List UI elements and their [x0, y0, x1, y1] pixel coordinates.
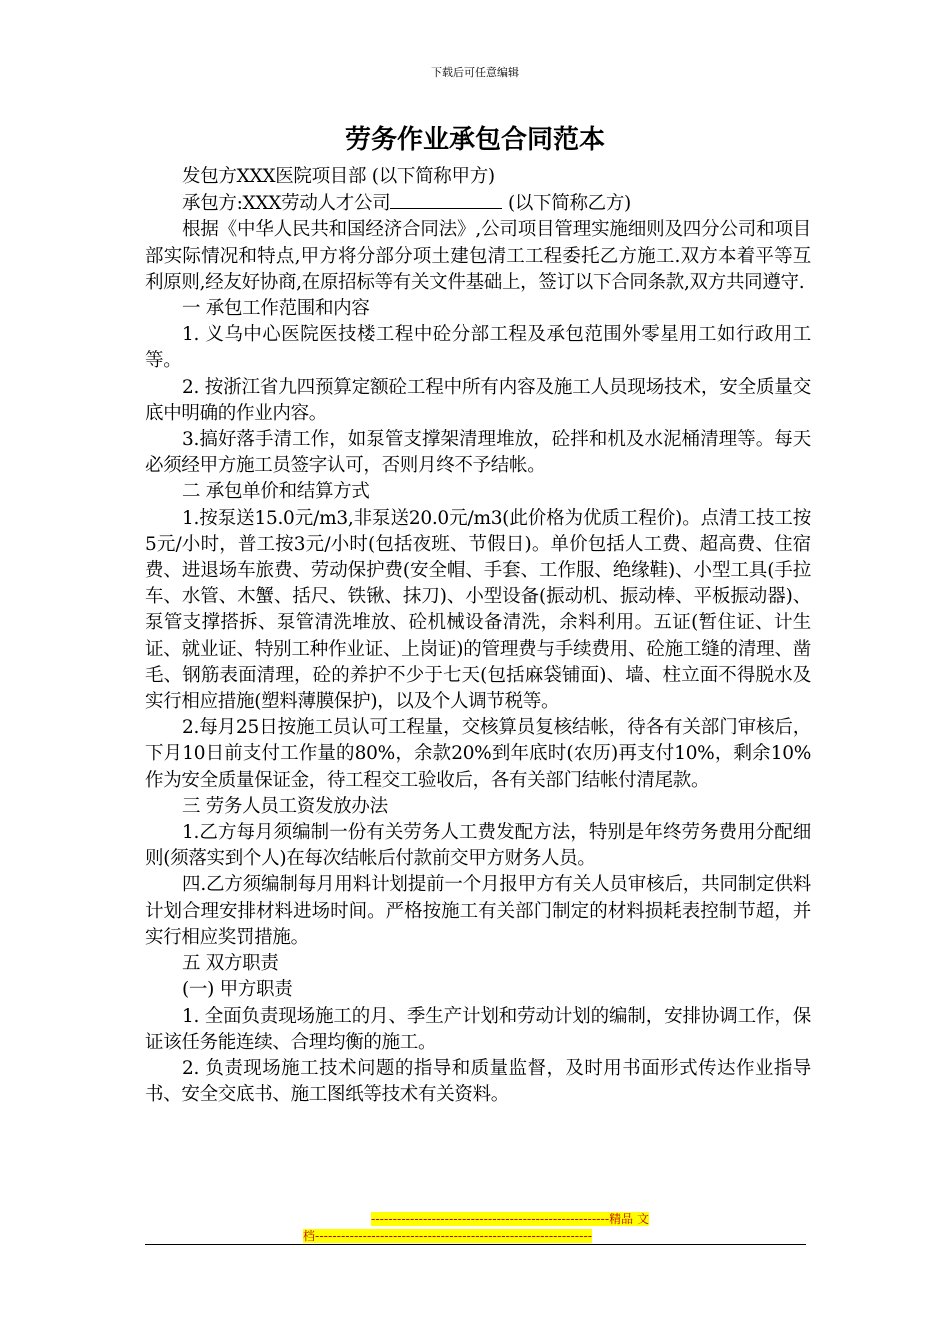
- document-title: 劳务作业承包合同范本: [344, 125, 605, 155]
- section-heading-3: 三 劳务人员工资发放办法: [182, 795, 388, 817]
- footer-line-2-text: 档----------------------------------------------------------------: [303, 1229, 593, 1243]
- section-heading-2: 二 承包单价和结算方式: [182, 481, 370, 503]
- clause-5-1: 1. 全面负责现场施工的月、季生产计划和劳动计划的编制，安排协调工作，保证该任务能连续、合理均衡的施工。: [145, 1005, 811, 1053]
- clause-1-3: 3.搞好落手清工作，如泵管支撑架清理堆放，砼拌和机及水泥桶清理等。每天必须经甲方施工员签字认可，否则月终不予结帐。: [145, 429, 811, 477]
- clause-4: 四.乙方须编制每月用料计划提前一个月报甲方有关人员审核后，共同制定供料计划合理安排材料进场时间。严格按施工有关部门制定的材料损耗表控制节超，并实行相应奖罚措施。: [145, 874, 811, 948]
- preamble-paragraph: 根据《中华人民共和国经济合同法》,公司项目管理实施细则及四分公司和项目部实际情况和特点,甲方将分部分项土建包清工工程委托乙方施工.双方本着平等互利原则,经友好协商,在原招标等有关文件基础上，签订以下合同条款,双方共同遵守.: [145, 219, 811, 293]
- blank-underline: [390, 190, 502, 209]
- section-heading-1: 一 承包工作范围和内容: [182, 298, 370, 320]
- subsection-heading-party-a: (一) 甲方职责: [182, 979, 293, 1001]
- clause-5-2: 2. 负责现场施工技术问题的指导和质量监督，及时用书面形式传达作业指导书、安全交底书、施工图纸等技术有关资料。: [145, 1057, 811, 1106]
- party-a-line: 发包方XXX医院项目部 (以下简称甲方): [182, 166, 495, 187]
- clause-2-2: 2.每月25日按施工员认可工程量，交核算员复核结帐，待各有关部门审核后，下月10日前支付工作量的80%，余款20%到年底时(农历)再支付10%，剩余10%作为安全质量保证金，待工程交工验收后，各有关部门结帐付清尾款。: [145, 717, 811, 791]
- clause-3-1: 1.乙方每月须编制一份有关劳务人工费发配方法，特别是年终劳务费用分配细则(须落实到个人)在每次结帐后付款前交甲方财务人员。: [145, 822, 811, 870]
- footer-line-1: [303, 1211, 649, 1228]
- document-body: [145, 164, 811, 1108]
- clause-1-1: 1. 义乌中心医院医技楼工程中砼分部工程及承包范围外零星用工如行政用工等。: [145, 324, 811, 372]
- clause-2-1: 1.按泵送15.0元/m3,非泵送20.0元/m3(此价格为优质工程价)。点清工技工按5元/小时，普工按3元/小时(包括夜班、节假日)。单价包括人工费、超高费、住宿费、进退场车旅费、劳动保护费(安全帽、手套、工作服、绝缘鞋)、小型工具(手拉车、水管、木蟹、括尺、铁锹、抹刀)、小型设备(振动机、振动棒、平板振动器)、泵管支撑搭拆、泵管清洗堆放、砼机械设备清洗，余料利用。五证(暂住证、计生证、就业证、特别工种作业证、上岗证)的管理费与手续费用、砼施工缝的清理、凿毛、钢筋表面清理，砼的养护不少于七天(包括麻袋铺面)、墙、柱立面不得脱水及实行相应措施(塑料薄膜保护)，以及个人调节税等。: [145, 507, 811, 713]
- party-b-alias: (以下简称乙方): [502, 193, 631, 215]
- footer-line-2: [303, 1228, 649, 1245]
- footer-line-1-text: -------------------------------------------------------精品 文: [371, 1212, 649, 1226]
- section-heading-5: 五 双方职责: [182, 953, 279, 975]
- header-note: 下载后可任意编辑: [431, 66, 519, 79]
- party-b-name: 承包方:XXX劳动人才公司: [182, 193, 391, 215]
- bottom-rule: [145, 1244, 806, 1245]
- party-b-line: [145, 190, 811, 217]
- clause-1-2: 2. 按浙江省九四预算定额砼工程中所有内容及施工人员现场技术，安全质量交底中明确的作业内容。: [145, 376, 811, 424]
- footer-watermark: [303, 1211, 649, 1245]
